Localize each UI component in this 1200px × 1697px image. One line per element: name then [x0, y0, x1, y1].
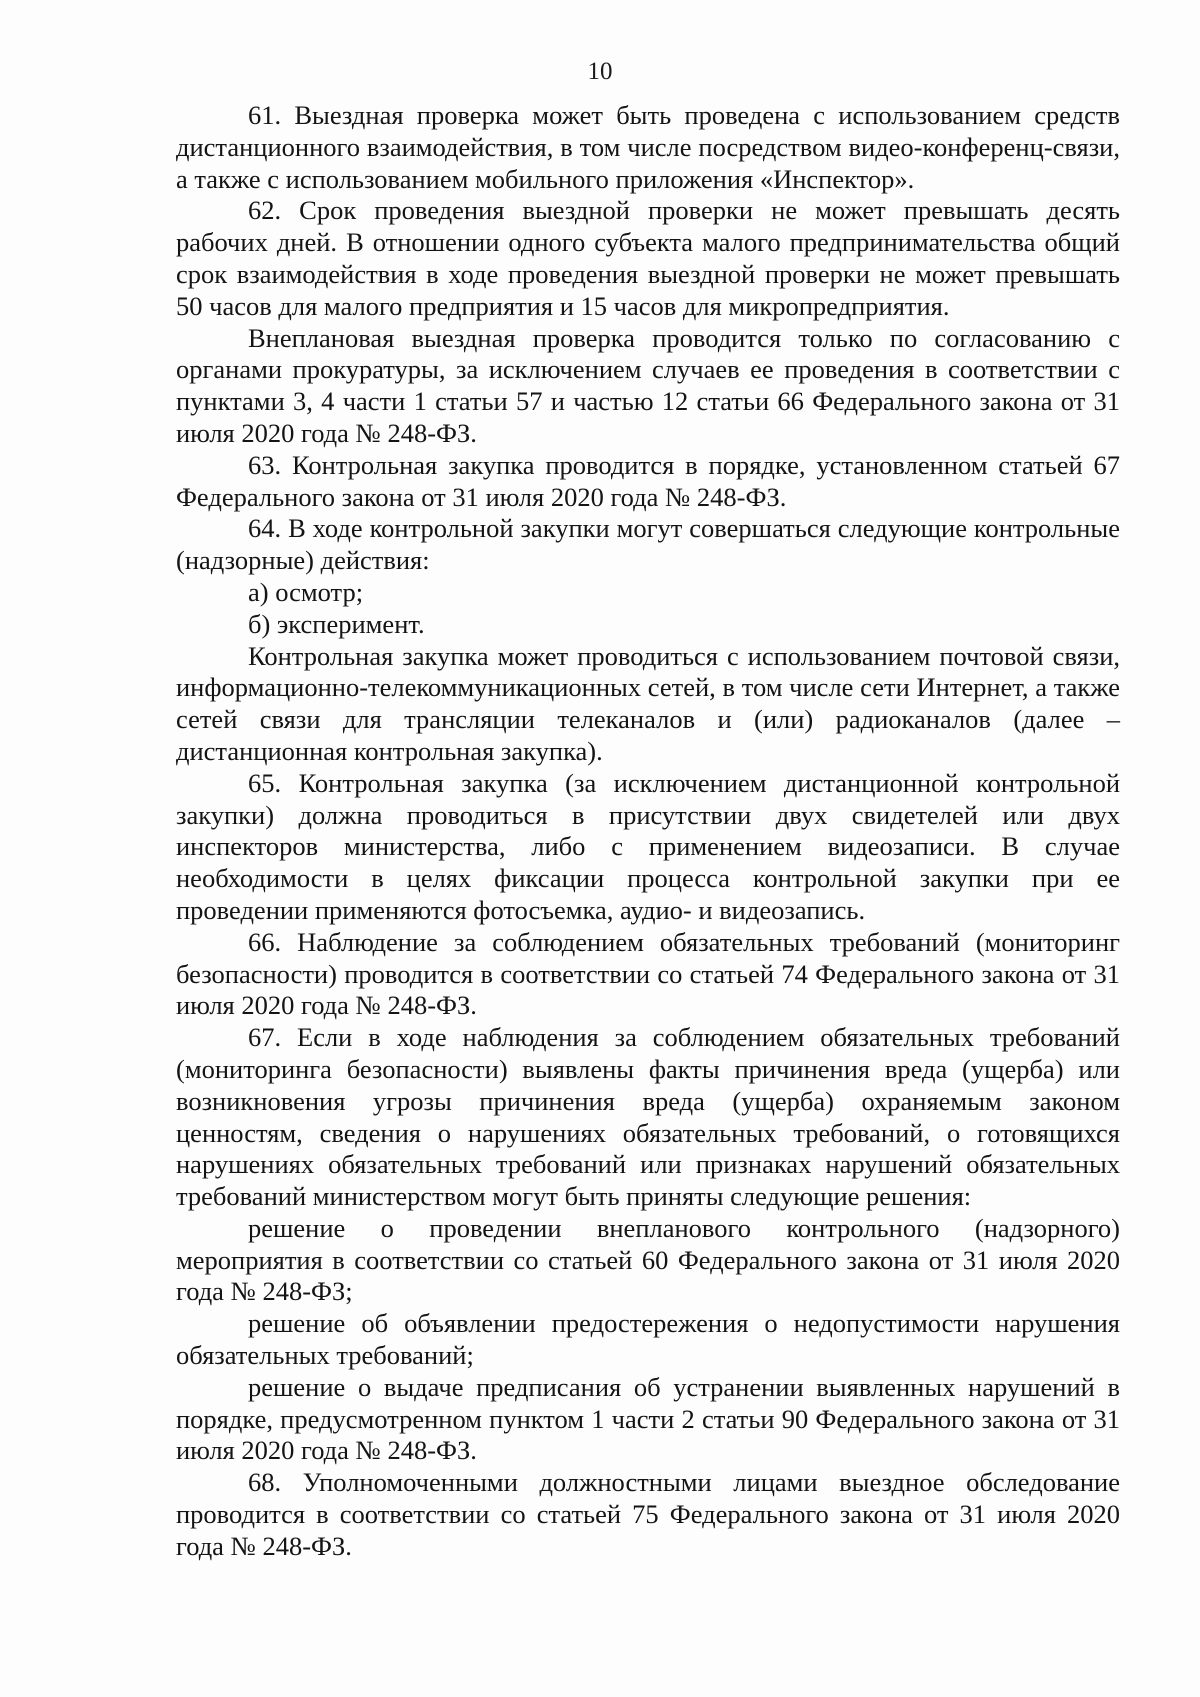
paragraph-67: 67. Если в ходе наблюдения за соблюдением обязательных требований (мониторинга безопасности) выявлены факты причинения вреда (ущерба) или возникновения угрозы причинения вреда (ущерба) охраняемым законом ценностям, сведения о нарушениях обязательных требований, о готовящихся нарушениях обязательных требований или признаках нарушений обязательных требований министерством могут быть приняты следующие решения: — [176, 1022, 1120, 1212]
paragraph-65: 65. Контрольная закупка (за исключением дистанционной контрольной закупки) должна проводиться в присутствии двух свидетелей или двух инспекторов министерства, либо с применением видеозаписи. В случае необходимости в целях фиксации процесса контрольной закупки при ее проведении применяются фотосъемка, аудио- и видеозапись. — [176, 767, 1120, 925]
document-body — [176, 100, 1120, 1563]
decision-item-2: решение об объявлении предостережения о недопустимости нарушения обязательных требований; — [176, 1308, 1120, 1371]
paragraph-61: 61. Выездная проверка может быть проведена с использованием средств дистанционного взаимодействия, в том числе посредством видео-конференц-связи, а также с использованием мобильного приложения «Инспектор». — [176, 100, 1120, 194]
paragraph-63: 63. Контрольная закупка проводится в порядке, установленном статьей 67 Федерального закона от 31 июля 2020 года № 248-ФЗ. — [176, 449, 1120, 512]
page-number: 10 — [587, 58, 613, 85]
decision-item-3: решение о выдаче предписания об устранении выявленных нарушений в порядке, предусмотренном пунктом 1 части 2 статьи 90 Федерального закона от 31 июля 2020 года № 248-ФЗ. — [176, 1371, 1120, 1466]
paragraph-remote-purchase: Контрольная закупка может проводиться с использованием почтовой связи, информационно-телекоммуникационных сетей, в том числе сети Интернет, а также сетей связи для трансляции телеканалов и (или) радиоканалов (далее – дистанционная контрольная закупка). — [176, 640, 1120, 766]
list-item-a: а) осмотр; — [248, 576, 364, 607]
paragraph-unscheduled-inspection: Внеплановая выездная проверка проводится только по согласованию с органами прокуратуры, за исключением случаев ее проведения в соответствии с пунктами 3, 4 части 1 статьи 57 и частью 12 статьи 66 Федерального закона от 31 июля 2020 года № 248-ФЗ. — [176, 322, 1120, 448]
paragraph-68: 68. Уполномоченными должностными лицами выездное обследование проводится в соответствии со статьей 75 Федерального закона от 31 июля 2020 года № 248-ФЗ. — [176, 1467, 1120, 1561]
list-item-b: б) эксперимент. — [248, 608, 425, 639]
paragraph-62: 62. Срок проведения выездной проверки не может превышать десять рабочих дней. В отношении одного субъекта малого предпринимательства общий срок взаимодействия в ходе проведения выездной проверки не может превышать 50 часов для малого предприятия и 15 часов для микропредприятия. — [176, 195, 1120, 321]
decision-item-1: решение о проведении внепланового контрольного (надзорного) мероприятия в соответствии со статьей 60 Федерального закона от 31 июля 2020 года № 248-ФЗ; — [176, 1212, 1120, 1307]
paragraph-66: 66. Наблюдение за соблюдением обязательных требований (мониторинг безопасности) проводится в соответствии со статьей 74 Федерального закона от 31 июля 2020 года № 248-ФЗ. — [176, 926, 1120, 1021]
paragraph-64: 64. В ходе контрольной закупки могут совершаться следующие контрольные (надзорные) действия: — [176, 513, 1120, 576]
